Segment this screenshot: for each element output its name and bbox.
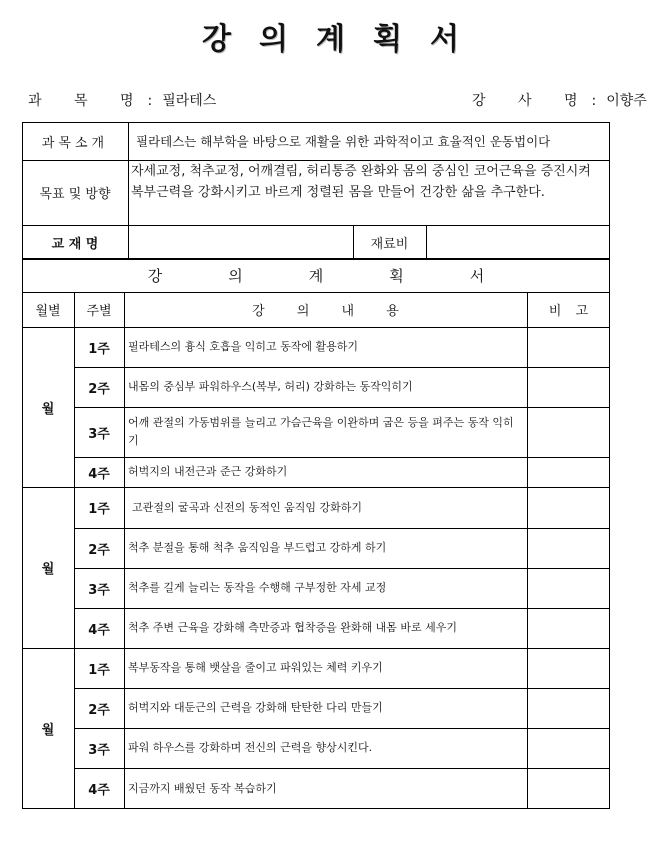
subject-line [28,90,216,110]
week-label: 1주 [88,502,110,517]
col-month-header: 월별 [35,304,61,319]
plan-heading-char: 계 [308,267,324,285]
textbook-label: 교 재 명 [51,236,99,252]
month-label: 월 [41,562,55,577]
divider [426,225,427,259]
title-char: 의 [259,22,290,57]
col-week-header: 주별 [86,304,112,319]
material-value [430,225,606,259]
title-char: 계 [316,22,347,57]
week-content: 내몸의 중심부 파워하우스(복부, 허리) 강화하는 동작익히기 [128,380,413,393]
plan-heading-char: 의 [228,267,243,285]
title-char: 강 [202,22,234,57]
plan-heading [22,259,610,292]
subject-label: 과 목 명 [28,93,148,109]
textbook-value [132,225,350,259]
intro-value: 필라테스는 해부학을 바탕으로 재활을 위한 과학적이고 효율적인 운동법이다 [136,134,551,149]
week-content: 척추 주변 근육을 강화해 측만증과 협착증을 완화해 내몸 바로 세우기 [128,621,457,634]
plan-heading-char: 획 [389,267,404,285]
intro-label: 과목소개 [41,135,109,151]
week-content: 복부동작을 통해 뱃살을 줄이고 파워있는 체력 키우기 [128,661,383,674]
col-content-header: 강 의 내 용 [252,304,399,319]
week-label: 3주 [88,426,110,442]
week-label: 1주 [88,341,110,357]
week-label: 2주 [88,702,110,718]
month-label: 월 [41,401,55,417]
title-char: 서 [429,22,461,57]
week-content: 허벅지의 내전근과 준근 강화하기 [128,465,288,478]
week-label: 2주 [88,381,110,397]
subject-colon: : [147,93,153,109]
week-label: 4주 [88,466,110,482]
document-title [0,14,663,58]
week-content: 필라테스의 흉식 호흡을 익히고 동작에 활용하기 [128,340,359,353]
week-label: 4주 [88,783,110,798]
material-label: 재료비 [370,236,409,252]
week-label: 3주 [88,582,110,598]
plan-heading-char: 강 [147,267,163,285]
week-content: 어깨 관절의 가동범위를 늘리고 가슴근육을 이완하며 굽은 등을 펴주는 동작 익히기 [128,416,514,447]
week-label: 3주 [88,742,110,758]
month-label: 월 [41,723,55,738]
title-char: 획 [372,22,404,57]
instructor-value: 이향주 [606,93,647,109]
goal-value: 자세교정, 척추교정, 어깨결림, 허리통증 완화와 몸의 중심인 코어근육을 증진시켜 복부근력을 강화시키고 바르게 정렬된 몸을 만들어 건강한 삶을 추구한다. [131,164,591,200]
week-content: 척추 분절을 통해 척추 움직임을 부드럽고 강하게 하기 [128,541,387,554]
col-note-header: 비 고 [548,304,589,319]
week-content: 척추를 길게 늘리는 동작을 수행해 구부정한 자세 교정 [128,581,387,594]
plan-heading-char: 서 [469,267,485,285]
week-content: 허벅지와 대둔근의 근력을 강화해 탄탄한 다리 만들기 [128,701,383,714]
week-label: 4주 [88,622,110,638]
week-content: 파워 하우스를 강화하며 전신의 근력을 향상시킨다. [128,741,373,754]
goal-label: 목표 및 방향 [39,187,111,202]
instructor-colon: : [591,93,597,109]
week-label: 1주 [88,662,110,678]
instructor-label: 강 사 명 [472,93,592,109]
week-label: 2주 [88,542,110,558]
subject-value: 필라테스 [162,93,217,109]
week-content: 고관절의 굴곡과 신전의 동적인 움직임 강화하기 [132,500,363,514]
instructor-line [472,90,647,110]
week-content: 지금까지 배웠던 동작 복습하기 [128,781,277,795]
divider [527,292,528,809]
